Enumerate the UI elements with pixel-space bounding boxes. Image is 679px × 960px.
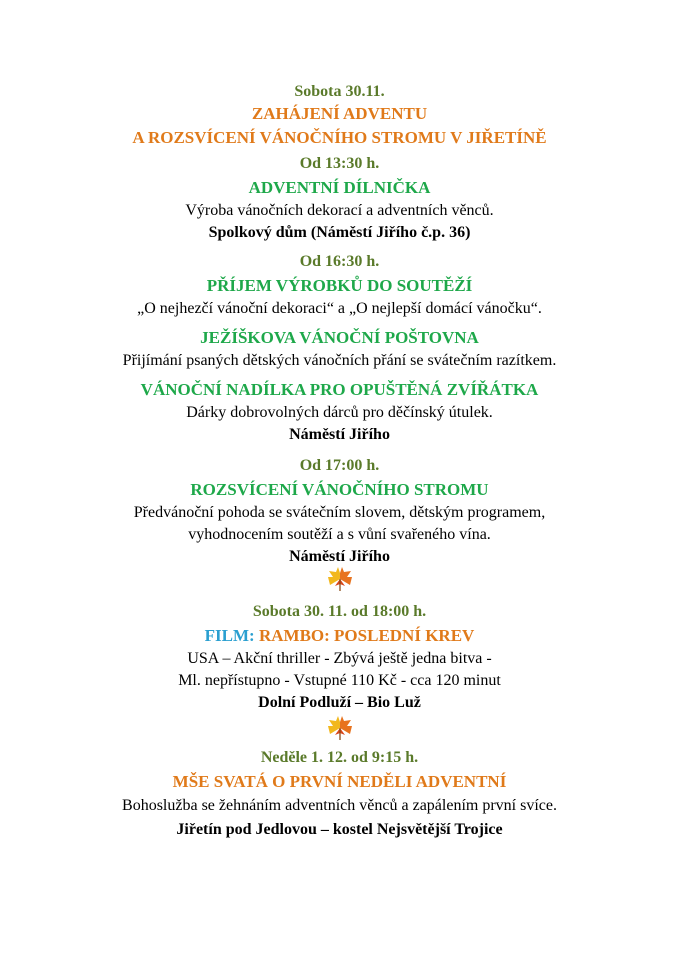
saturday-header: Sobota 30.11. (294, 83, 385, 100)
film-heading (0, 624, 679, 648)
mass-time: Neděle 1. 12. od 9:15 h. (260, 749, 419, 766)
tree-time: Od 17:00 h. (299, 457, 380, 474)
opening-title-line1: ZAHÁJENÍ ADVENTU (251, 104, 428, 123)
film-info-line1: USA – Akční thriller - Zbývá ještě jedna bitva - (187, 650, 492, 667)
opening-title-line2: A ROZSVÍCENÍ VÁNOČNÍHO STROMU V JIŘETÍNĚ (132, 128, 547, 147)
post-office-title: JEŽÍŠKOVA VÁNOČNÍ POŠTOVNA (200, 328, 479, 347)
contest-time: Od 16:30 h. (299, 253, 380, 270)
contest-description: „O nejhezčí vánoční dekoraci“ a „O nejlepší domácí vánočku“. (137, 300, 542, 317)
workshop-place: Spolkový dům (Náměstí Jiřího č.p. 36) (208, 224, 471, 241)
workshop-time: Od 13:30 h. (299, 155, 380, 172)
film-block (0, 600, 679, 714)
animals-title: VÁNOČNÍ NADÍLKA PRO OPUŠTĚNÁ ZVÍŘÁTKA (140, 380, 539, 399)
tree-description-line2: vyhodnocením soutěží a s vůní svařeného vína. (188, 526, 491, 543)
autumn-leaves-icon (324, 563, 356, 593)
workshop-block (0, 152, 679, 244)
tree-title: ROZSVÍCENÍ VÁNOČNÍHO STROMU (190, 480, 489, 499)
contest-title: PŘÍJEM VÝROBKŮ DO SOUTĚŽÍ (206, 276, 473, 295)
tree-description-line1: Předvánoční pohoda se svátečním slovem, dětským programem, (133, 504, 546, 521)
film-label: FILM: (204, 626, 255, 645)
tree-block (0, 454, 679, 568)
animals-place: Náměstí Jiřího (289, 426, 390, 443)
post-office-description: Přijímání psaných dětských vánočních přání se svátečním razítkem. (122, 352, 557, 369)
contest-block (0, 250, 679, 320)
film-time: Sobota 30. 11. od 18:00 h. (252, 603, 427, 620)
post-office-block (0, 326, 679, 372)
mass-description: Bohoslužba se žehnáním adventních věnců a zapálením první svíce. (122, 797, 557, 814)
animals-description: Dárky dobrovolných dárců pro děčínský útulek. (186, 404, 493, 421)
film-place: Dolní Podluží – Bio Luž (258, 694, 421, 711)
mass-title: MŠE SVATÁ O PRVNÍ NEDĚLI ADVENTNÍ (172, 772, 507, 791)
autumn-leaves-icon (324, 712, 356, 742)
film-title: RAMBO: POSLEDNÍ KREV (258, 626, 475, 645)
animals-block (0, 378, 679, 446)
mass-place: Jiřetín pod Jedlovou – kostel Nejsvětější Trojice (176, 821, 503, 838)
workshop-title: ADVENTNÍ DÍLNIČKA (248, 178, 431, 197)
saturday-opening-block (0, 82, 679, 150)
mass-block (0, 746, 679, 842)
film-info-line2: Ml. nepřístupno - Vstupné 110 Kč - cca 120 minut (178, 672, 501, 689)
tree-place: Náměstí Jiřího (289, 548, 390, 565)
workshop-description: Výroba vánočních dekorací a adventních věnců. (185, 202, 494, 219)
